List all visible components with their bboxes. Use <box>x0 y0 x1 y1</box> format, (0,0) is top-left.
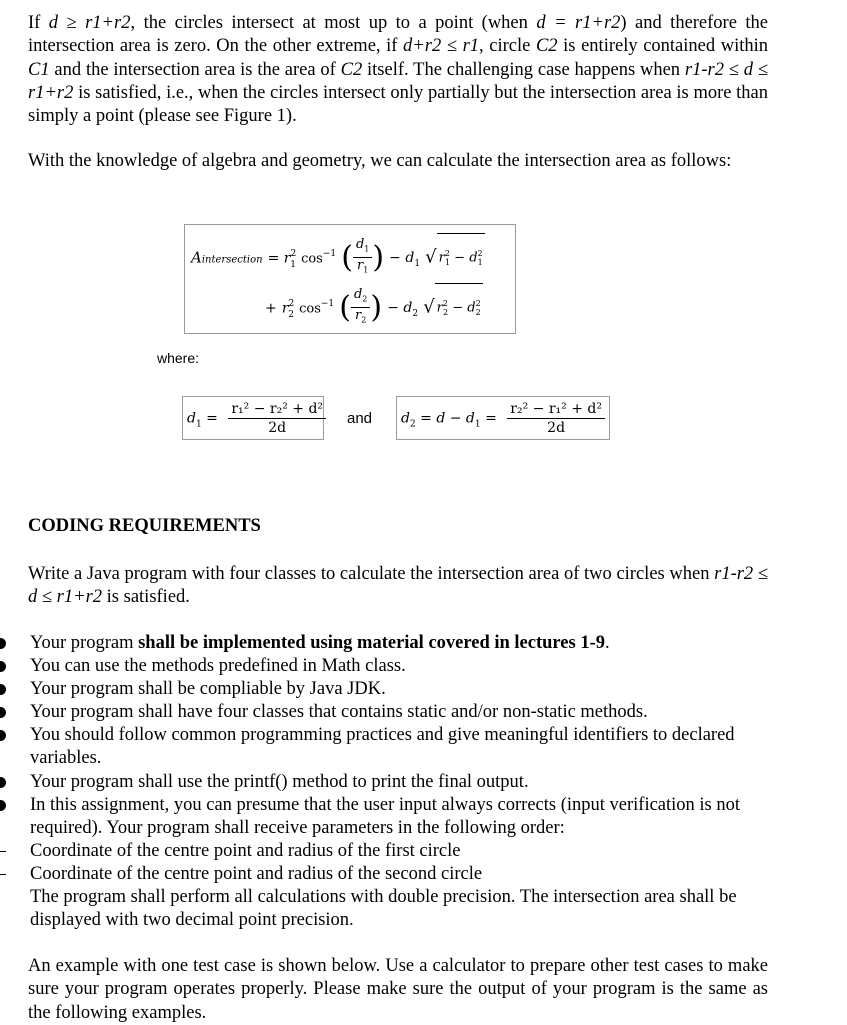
dash-icon <box>0 851 6 852</box>
sub: 1 <box>290 259 296 270</box>
circle-label: C2 <box>340 59 363 80</box>
ratio-d2-r2: $\frac{d_2}{r_2}$ <box>351 287 370 329</box>
item-text: Your program shall use the printf() method to print the final output. <box>30 771 529 792</box>
text-run: , the circles intersect at most up to a point (when <box>130 13 537 33</box>
item-text: You can use the methods predefined in Math class. <box>30 656 406 677</box>
coding-requirements-heading: CODING REQUIREMENTS <box>28 516 261 536</box>
intersection-formula: Aintersection = $r^2_1$ $\cos^{-1}$ ( $\frac{d_1}{r_1}$ ) − $d_1$ √ $r^2_1 - d^2_1$ + $r^2_2$ $\cos^{-1}$ ( $\frac{d_2}{r_2}$ ) − $d_2$ √ $r^2_2 - d^2_2$ <box>184 224 516 334</box>
item-text: Your program shall be compliable by Java JDK. <box>30 679 386 700</box>
list-item <box>0 678 780 701</box>
d1-denominator: 2d <box>268 420 287 436</box>
item-text: Coordinate of the centre point and radius of the first circle <box>30 840 461 861</box>
condition: r1-r2 ≤ d ≤ r1+r2 <box>28 564 768 608</box>
bullet-icon <box>0 707 6 718</box>
dash-icon <box>0 874 6 875</box>
list-item <box>0 724 780 770</box>
plus-sign: + <box>265 300 277 317</box>
and-label: and <box>347 410 373 427</box>
text-run: Write a Java program with four classes to calculate the intersection area of two circles when <box>28 564 715 584</box>
method-paragraph: With the knowledge of algebra and geometry, we can calculate the intersection area as follows: <box>28 151 732 171</box>
item-text: You should follow common programming practices and give meaningful identifiers to declared variables. <box>30 725 735 769</box>
list-item <box>0 794 780 840</box>
text-run: and the intersection area is the area of <box>49 59 341 80</box>
intro-paragraph <box>28 12 768 128</box>
bold-text: shall be implemented using material covered in lectures 1-9 <box>138 633 606 653</box>
ratio-d1-r1: $\frac{d_1}{r_1}$ <box>353 237 372 279</box>
list-item <box>0 771 780 794</box>
bullet-icon <box>0 800 6 811</box>
cos-fn: cos <box>301 251 323 267</box>
bullet-icon <box>0 730 6 741</box>
item-text: Your program shall have four classes that contains static and/or non-static methods. <box>30 702 648 723</box>
condition: d+r2 ≤ r1 <box>403 36 480 57</box>
text-run: , circle <box>479 36 536 57</box>
condition: d ≥ r1+r2 <box>48 13 131 33</box>
bullet-icon <box>0 777 6 788</box>
list-item <box>0 840 780 863</box>
area-subscript: intersection <box>201 254 263 266</box>
d2-eq: = d − d <box>420 410 475 427</box>
requirements-list <box>0 632 780 932</box>
d2-formula: $d_2 = d - d_1$ = $\frac{\text{r₂² − r₁² + d²}}{2d}$ <box>396 396 610 440</box>
text-run: is satisfied. <box>102 587 190 608</box>
item-text: In this assignment, you can presume that the user input always corrects (input verification is not required). Your program shall receive parameters in the following order: <box>30 794 741 838</box>
circle-label: C2 <box>535 36 558 57</box>
text-run: If <box>28 13 49 33</box>
bullet-icon <box>0 638 6 649</box>
text-run: itself. The challenging case happens when <box>362 59 685 80</box>
text-run: ) and therefore the intersection area is zero. On the other extreme, if <box>28 13 768 57</box>
example-paragraph: An example with one test case is shown below. Use a calculator to prepare other test cases to make sure your program operates properly. Please make sure the output of your program is the same as the following examples. <box>28 956 768 1023</box>
item-text: The program shall perform all calculations with double precision. The intersection area shall be displayed with two decimal point precision. <box>30 887 737 931</box>
list-item <box>0 863 780 886</box>
where-label: where: <box>157 350 200 366</box>
text-run: is entirely contained within <box>557 36 768 57</box>
inverse-exp: −1 <box>322 249 337 260</box>
item-text: Coordinate of the centre point and radius of the second circle <box>30 863 483 884</box>
area-symbol: A <box>191 248 202 267</box>
d1-numerator: r₁² − r₂² + d² <box>228 400 326 419</box>
exp: 2 <box>290 249 297 260</box>
coding-paragraph <box>28 563 768 610</box>
condition: r1-r2 ≤ d ≤ r1+r2 <box>28 59 768 103</box>
equals: = <box>206 410 218 427</box>
d1-formula: $d_1$ = $\frac{\text{r₁² − r₂² + d²}}{2d}$ <box>182 396 324 440</box>
list-item <box>0 886 780 932</box>
bullet-icon <box>0 661 6 672</box>
text-run: Your program <box>30 633 139 653</box>
list-item <box>0 632 780 655</box>
circle-label: C1 <box>28 59 50 80</box>
d2-numerator: r₂² − r₁² + d² <box>507 400 605 419</box>
list-item <box>0 701 780 724</box>
list-item <box>0 655 780 678</box>
text-run: . <box>605 633 610 653</box>
text-run: is satisfied, i.e., when the circles intersect only partially but the intersection area is more than simply a point (please see Figure 1). <box>28 82 768 127</box>
bullet-icon <box>0 684 6 695</box>
condition: d = r1+r2 <box>536 13 621 33</box>
d2-denominator: 2d <box>547 420 566 436</box>
